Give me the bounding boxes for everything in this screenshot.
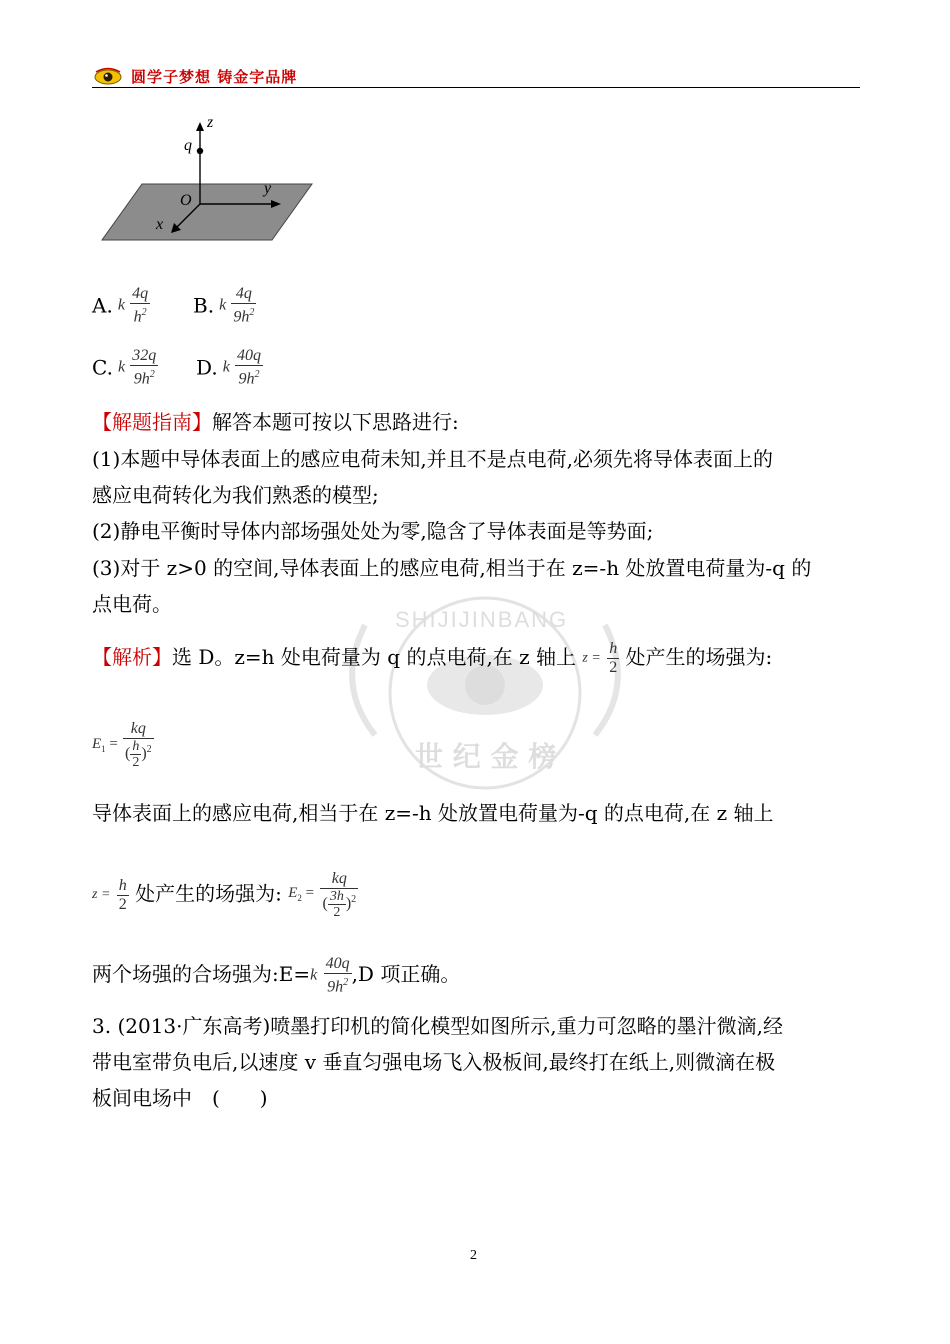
e2-den-num: 3h	[329, 889, 344, 904]
line4-fraction	[324, 955, 352, 996]
line4-tail: ,D 项正确。	[351, 962, 461, 987]
line4-exp: 2	[343, 977, 349, 988]
option-d-fraction	[235, 347, 263, 388]
watermark-text-top: SHIJIJINBANG	[395, 607, 569, 632]
header-logo	[93, 66, 123, 86]
option-a[interactable]	[92, 285, 150, 326]
option-a-fraction	[130, 285, 150, 326]
line3-z-fraction	[117, 877, 129, 914]
option-b-fraction	[231, 285, 256, 326]
option-a-k: k	[117, 296, 126, 314]
guide-p1-line2: 感应电荷转化为我们熟悉的模型;	[92, 483, 379, 507]
analysis-line1-text: 选 D。z=h 处电荷量为 q 的点电荷,在 z 轴上	[172, 645, 577, 669]
e1-fraction: kq ( $\frac{h}{2}$ )$^2$	[124, 720, 152, 770]
option-c-label: C.	[92, 355, 113, 380]
line4-text: 两个场强的合场强为:E=	[92, 962, 311, 987]
e2-den-den: 2	[328, 904, 346, 920]
option-c-exp: 2	[149, 369, 155, 380]
analysis-z-eq-lhs: z =	[582, 650, 601, 666]
eye-logo-icon	[93, 66, 123, 86]
header-rule	[92, 87, 860, 88]
option-b-k: k	[219, 296, 227, 314]
analysis-line1-tail: 处产生的场强为:	[625, 645, 773, 669]
label-q: q	[184, 137, 192, 154]
option-a-num: 4q	[132, 285, 149, 302]
line4-num: 40q	[325, 955, 350, 972]
option-d[interactable]	[196, 347, 263, 388]
label-x: x	[156, 216, 164, 233]
e2-num: kq	[331, 870, 347, 887]
watermark	[305, 585, 665, 800]
e1-lhs: E	[92, 736, 102, 752]
analysis-line1	[92, 640, 772, 677]
analysis-z-den: 2	[609, 659, 618, 676]
option-a-label: A.	[92, 293, 113, 318]
option-b-label: B.	[193, 293, 215, 318]
guide-p3-line2: 点电荷。	[92, 592, 172, 616]
line4-k: k	[310, 966, 318, 984]
option-d-exp: 2	[254, 369, 260, 380]
guide-p3-line1: (3)对于 z>0 的空间,导体表面上的感应电荷,相当于在 z=-h 处放置电荷量为-q 的	[92, 556, 812, 580]
label-z: z	[207, 114, 214, 131]
e1-num: kq	[130, 720, 146, 737]
option-b[interactable]	[193, 285, 256, 326]
option-d-den: 9h	[238, 370, 255, 388]
question3-line2: 带电室带负电后,以速度 v 垂直匀强电场飞入极板间,最终打在纸上,则微滴在极	[92, 1050, 776, 1074]
line3-z-num: h	[118, 876, 127, 894]
e1-den-den: 2	[132, 755, 140, 770]
analysis-z-fraction	[607, 640, 619, 677]
e2-lhs: E	[288, 884, 298, 901]
option-b-exp: 2	[249, 307, 255, 318]
e2-den-exp: 2	[351, 893, 357, 905]
line3-text: 处产生的场强为:	[135, 881, 282, 906]
guide-p1-line1: (1)本题中导体表面上的感应电荷未知,并且不是点电荷,必须先将导体表面上的	[92, 447, 774, 471]
e1-sub: 1	[101, 744, 106, 754]
e1-den-exp: 2	[146, 743, 152, 755]
option-c-fraction	[130, 347, 158, 388]
e2-sub: 2	[297, 892, 302, 903]
guide-p2: (2)静电平衡时导体内部场强处处为零,隐含了导体表面是等势面;	[92, 519, 654, 543]
analysis-line2: 导体表面上的感应电荷,相当于在 z=-h 处放置电荷量为-q 的点电荷,在 z 轴上	[92, 801, 774, 825]
line3-z-den: 2	[118, 895, 127, 913]
analysis-z-num: h	[609, 640, 618, 657]
guide-tag: 【解题指南】	[92, 410, 212, 434]
guide-heading	[92, 408, 459, 436]
question3-line3: 板间电场中 ( )	[92, 1086, 268, 1110]
page-number: 2	[470, 1248, 477, 1263]
option-d-k: k	[222, 358, 230, 376]
e1-den-num: h	[132, 739, 140, 754]
line3-z-lhs: z =	[92, 887, 111, 902]
header-slogan: 圆学子梦想 铸金字品牌	[131, 68, 298, 86]
equation-e1: $E_1$ = kq ( $\frac{h}{2}$ )$^2$	[92, 720, 152, 770]
watermark-text-bottom: 世 纪 金 榜	[415, 740, 557, 773]
line4-den: 9h	[327, 978, 344, 996]
option-c-num: 32q	[132, 347, 157, 364]
analysis-tag: 【解析】	[92, 645, 172, 669]
analysis-line3: z = $\frac{h}{2}$ 处产生的场强为: $E_2$ = kq ( $\frac{3h}{2}$ )$^2$	[92, 870, 357, 920]
guide-intro: 解答本题可按以下思路进行:	[212, 410, 459, 434]
option-a-exp: 2	[141, 307, 147, 318]
option-c[interactable]	[92, 347, 158, 388]
e2-fraction: kq ( $\frac{3h}{2}$ )$^2$	[322, 870, 357, 920]
label-y: y	[264, 180, 272, 197]
analysis-line4	[92, 955, 460, 996]
question3-line1: 3. (2013·广东高考)喷墨打印机的简化模型如图所示,重力可忽略的墨汁微滴,经	[92, 1014, 784, 1038]
option-d-num: 40q	[236, 347, 261, 364]
coordinate-plane-figure	[100, 118, 315, 246]
option-b-num: 4q	[235, 285, 252, 302]
label-o: O	[180, 192, 192, 209]
option-a-den: h	[133, 308, 142, 326]
option-d-label: D.	[196, 355, 218, 380]
option-c-den: 9h	[133, 370, 150, 388]
option-c-k: k	[118, 358, 126, 376]
option-b-den: 9h	[233, 308, 250, 326]
diagram-plane-charge	[100, 114, 315, 246]
